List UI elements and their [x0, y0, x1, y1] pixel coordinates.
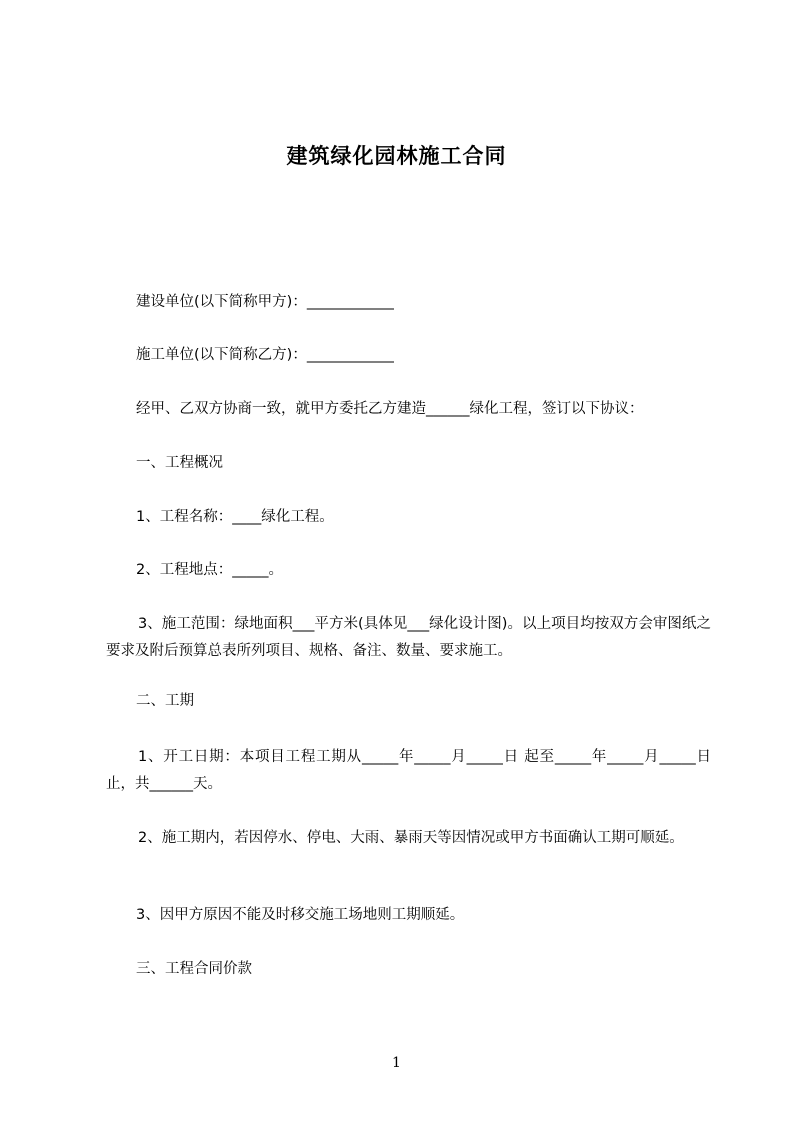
clause-project-location: 2、工程地点：_____。	[136, 562, 283, 578]
section-heading-schedule: 二、工期	[136, 693, 194, 709]
document-title: 建筑绿化园林施工合同	[286, 144, 507, 168]
clause-site-handover: 3、因甲方原因不能及时移交施工场地则工期顺延。	[136, 907, 465, 923]
party-b-line: 施工单位(以下简称乙方)：____________	[136, 347, 394, 363]
clause-delay-conditions: 2、施工期内，若因停水、停电、大雨、暴雨天等因情况或甲方书面确认工期可顺延。	[138, 830, 684, 846]
clause-project-name: 1、工程名称：____绿化工程。	[136, 509, 334, 525]
party-a-line: 建设单位(以下简称甲方)：____________	[136, 294, 394, 310]
clause-start-date: 1、开工日期：本项目工程工期从_____年_____月_____日 起至_____年_____月_____日 止，共______天。	[106, 749, 716, 792]
intro-paragraph: 经甲、乙双方协商一致，就甲方委托乙方建造______绿化工程，签订以下协议：	[136, 401, 644, 417]
clause-construction-scope: 3、施工范围：绿地面积___平方米(具体见___绿化设计图)。以上项目均按双方会审图纸之要求及附后预算总表所列项目、规格、备注、数量、要求施工。	[106, 616, 711, 659]
section-heading-overview: 一、工程概况	[136, 455, 223, 471]
section-heading-contract-price: 三、工程合同价款	[136, 961, 252, 977]
page-number: 1	[392, 1055, 401, 1071]
